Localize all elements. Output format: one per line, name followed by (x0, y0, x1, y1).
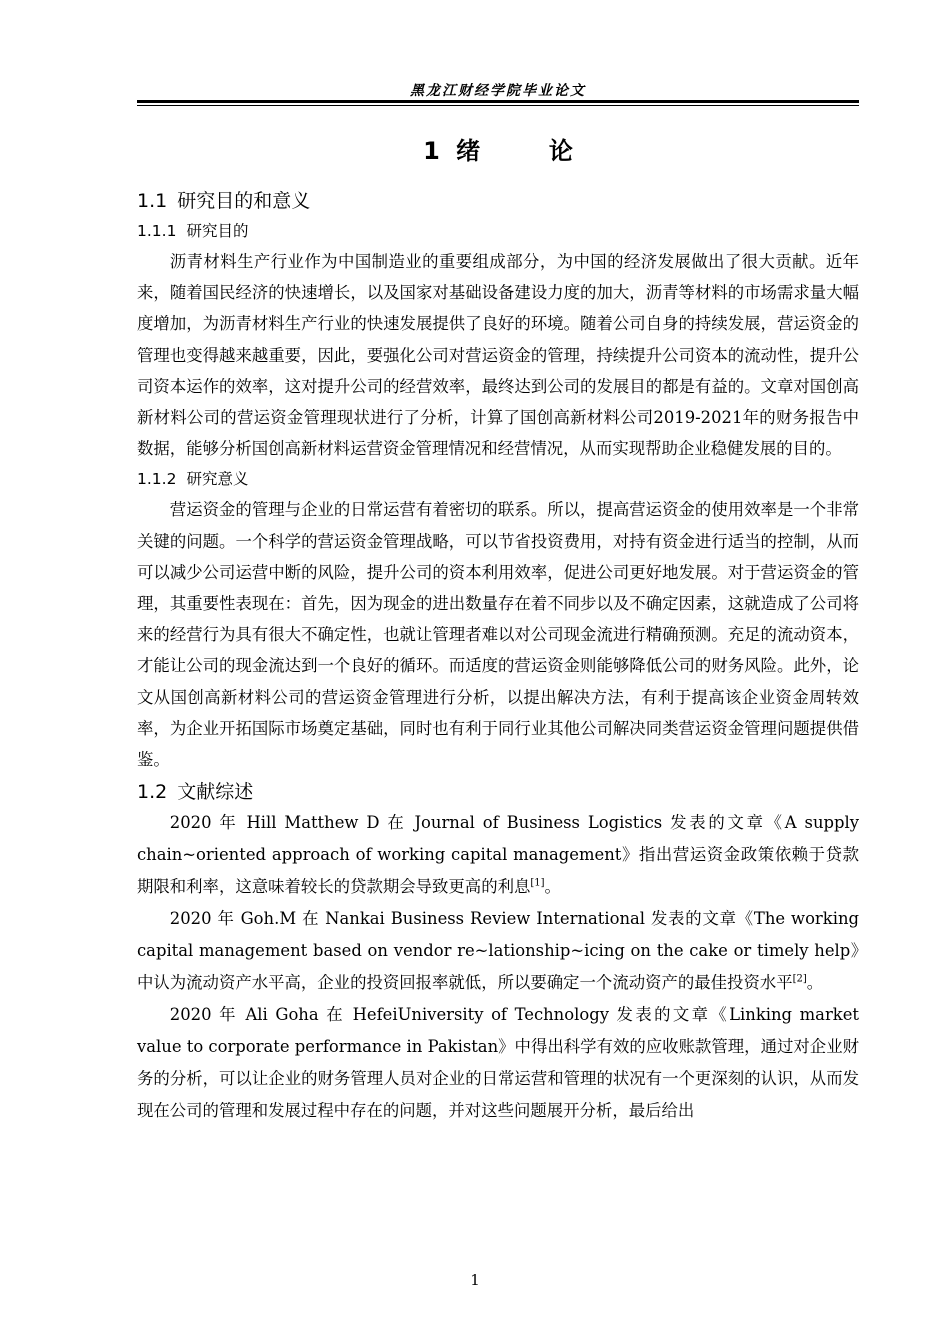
section-title: 研究目的和意义 (177, 190, 311, 212)
paragraph-research-significance: 营运资金的管理与企业的日常运营有着密切的联系。所以，提高营运资金的使用效率是一个非常关键的问题。一个科学的营运资金管理战略，可以节省投资费用，对持有资金进行适当的控制，从而可以减少公司运营中断的风险，提升公司的资本利用效率，促进公司更好地发展。对于营运资金的管理，其重要性表现在：首先，因为现金的进出数量存在着不同步以及不确定因素，这就造成了公司将来的经营行为具有很大不确定性，也就让管理者难以对公司现金流进行精确预测。充足的流动资本，才能让公司的现金流达到一个良好的循环。而适度的营运资金则能够降低公司的财务风险。此外，论文从国创高新材料公司的营运资金管理进行分析，以提出解决方法，有利于提高该企业资金周转效率，为企业开拓国际市场奠定基础，同时也有利于同行业其他公司解决同类营运资金管理问题提供借鉴。 (137, 500, 859, 770)
literature-paragraph-1: 2020 年 Hill Matthew D 在 Journal of Business Logistics 发表的文章《A supply chain~oriented approach of working capital management》指出营运资金政策依赖于贷款期限和利率，这意味着较长的贷款期会导致更高的利息[1]。 (137, 813, 859, 897)
citation-ref-2[interactable]: [2] (792, 973, 807, 985)
chapter-number: 1 (423, 137, 440, 165)
literature-text: 2020 年 Goh.M 在 Nankai Business Review International 发表的文章《The working capital management based on vendor re~lationship~icing on the cake or timely help》中认为流动资产水平高，企业的投资回报率就低，所以要确定一个流动资产的最佳投资水平 (137, 909, 859, 993)
chapter-title (137, 130, 859, 172)
section-heading-1-2 (137, 777, 859, 807)
chapter-title-part-a: 绪 (456, 137, 481, 165)
subsection-heading-1-1-1 (137, 216, 859, 246)
paragraph-research-purpose: 沥青材料生产行业作为中国制造业的重要组成部分，为中国的经济发展做出了很大贡献。近年来，随着国民经济的快速增长，以及国家对基础设备建设力度的加大，沥青等材料的市场需求量大幅度增加，为沥青材料生产行业的快速发展提供了良好的环境。随着公司自身的持续发展，营运资金的管理也变得越来越重要，因此，要强化公司对营运资金的管理，持续提升公司资本的流动性，提升公司资本运作的效率，这对提升公司的经营效率，最终达到公司的发展目的都是有益的。文章对国创高新材料公司的营运资金管理现状进行了分析，计算了国创高新材料公司2019-2021年的财务报告中数据，能够分析国创高新材料运营资金管理情况和经营情况，从而实现帮助企业稳健发展的目的。 (137, 252, 859, 459)
header-rule-thick (137, 100, 859, 103)
citation-ref-1[interactable]: [1] (530, 877, 545, 889)
chapter-title-part-b: 论 (548, 137, 573, 165)
section-heading-1-1 (137, 186, 859, 216)
literature-paragraph-3: 2020 年 Ali Goha 在 HefeiUniversity of Technology 发表的文章《Linking market value to corporate performance in Pakistan》中得出科学有效的应收账款管理，通过对企业财务的分析，可以让企业的财务管理人员对企业的日常运营和管理的状况有一个更深刻的认识，从而发现在公司的管理和发展过程中存在的问题，并对这些问题展开分析，最后给出 (137, 1005, 859, 1121)
section-title: 文献综述 (177, 781, 254, 804)
page-number: 1 (470, 1271, 480, 1289)
subsection-number: 1.1.1 (137, 222, 177, 240)
subsection-heading-1-1-2 (137, 464, 859, 494)
section-number: 1.2 (137, 781, 168, 804)
subsection-number: 1.1.2 (137, 470, 177, 489)
literature-text: 2020 年 Hill Matthew D 在 Journal of Business Logistics 发表的文章《A supply chain~oriented approach of working capital management》指出营运资金政策依赖于贷款期限和利率，这意味着较长的贷款期会导致更高的利息 (137, 813, 859, 897)
section-number: 1.1 (137, 190, 168, 212)
header-rule-thin (137, 105, 859, 106)
running-header: 黑龙江财经学院毕业论文 (410, 83, 586, 99)
literature-paragraph-2: 2020 年 Goh.M 在 Nankai Business Review International 发表的文章《The working capital management based on vendor re~lationship~icing on the cake or timely help》中认为流动资产水平高，企业的投资回报率就低，所以要确定一个流动资产的最佳投资水平[2]。 (137, 909, 859, 993)
page-content (137, 130, 859, 1127)
subsection-title: 研究目的 (186, 222, 249, 240)
subsection-title: 研究意义 (186, 470, 249, 489)
